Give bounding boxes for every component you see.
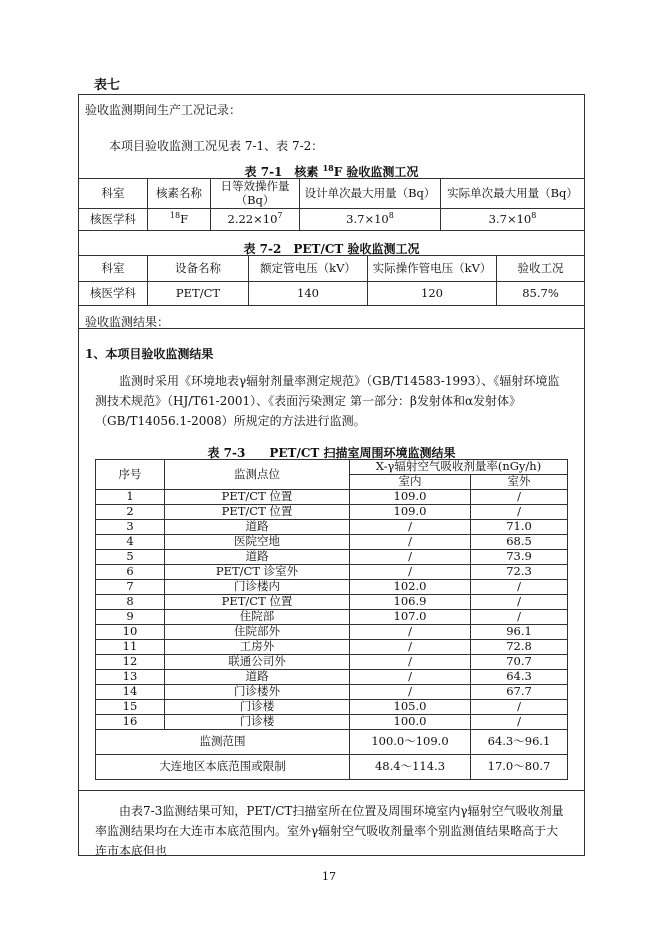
indoor-value: /	[350, 535, 471, 550]
paragraph-2: 由表7-3监测结果可知，PET/CT扫描室所在位置及周围环境室内γ辐射空气吸收剂量率监测结果均在大连市本底范围内。室外γ辐射空气吸收剂量率个别监测值结果略高于大连市本底但也	[95, 804, 564, 858]
table71-header: 设计单次最大用量（Bq）	[300, 179, 441, 209]
table72-header: 额定管电压（kV）	[249, 256, 368, 282]
table72-cell: 120	[368, 282, 497, 306]
table72-cell: 核医学科	[79, 282, 148, 306]
table-row	[96, 490, 568, 505]
table-row	[96, 730, 568, 755]
outdoor-value: /	[471, 610, 568, 625]
background-indoor: 48.4～114.3	[350, 755, 471, 780]
monitoring-point: 门诊楼内	[165, 580, 350, 595]
outdoor-value: 96.1	[471, 625, 568, 640]
table-row	[96, 520, 568, 535]
table71-design: $3.7\times 10^8$	[300, 209, 441, 231]
table71-daily: $2.22\times 10^7$	[211, 209, 300, 231]
background-outdoor: 17.0～80.7	[471, 755, 568, 780]
monitoring-point: 道路	[165, 550, 350, 565]
range-label: 监测范围	[96, 730, 350, 755]
section-label: 表七	[94, 78, 121, 93]
row-number: 12	[96, 655, 165, 670]
table-row	[96, 715, 568, 730]
indoor-value: /	[350, 640, 471, 655]
table73-header-point: 监测点位	[165, 460, 350, 490]
table72-caption: 表 7-2 PET/CT 验收监测工况	[243, 242, 420, 256]
indoor-value: 102.0	[350, 580, 471, 595]
row-number: 13	[96, 670, 165, 685]
table73	[95, 459, 568, 780]
row-number: 11	[96, 640, 165, 655]
row-number: 4	[96, 535, 165, 550]
row-number: 7	[96, 580, 165, 595]
intro-text: 本项目验收监测工况见表 7-1、表 7-2：	[109, 139, 324, 153]
indoor-value: 100.0	[350, 715, 471, 730]
outdoor-value: 70.7	[471, 655, 568, 670]
table72-header: 科室	[79, 256, 148, 282]
table71-dept: 核医学科	[79, 209, 148, 231]
range-indoor: 100.0～109.0	[350, 730, 471, 755]
table72-cell: 85.7%	[497, 282, 585, 306]
indoor-value: /	[350, 685, 471, 700]
indoor-value: /	[350, 625, 471, 640]
background-label: 大连地区本底范围或限制	[96, 755, 350, 780]
range-outdoor: 64.3～96.1	[471, 730, 568, 755]
monitoring-point: PET/CT 位置	[165, 595, 350, 610]
indoor-value: 106.9	[350, 595, 471, 610]
monitoring-point: 住院部外	[165, 625, 350, 640]
outdoor-value: 68.5	[471, 535, 568, 550]
table-row	[96, 655, 568, 670]
indoor-value: /	[350, 655, 471, 670]
results-label: 验收监测结果：	[85, 315, 170, 329]
table-row	[96, 685, 568, 700]
table71	[78, 178, 585, 231]
table73-header-no: 序号	[96, 460, 165, 490]
outdoor-value: /	[471, 490, 568, 505]
table-row	[96, 535, 568, 550]
table73-header-rate: X-γ辐射空气吸收剂量率(nGy/h)	[350, 460, 568, 475]
table-row	[96, 670, 568, 685]
row-number: 2	[96, 505, 165, 520]
table-row	[96, 595, 568, 610]
monitoring-point: 门诊楼	[165, 715, 350, 730]
table-row	[79, 282, 585, 306]
outdoor-value: /	[471, 505, 568, 520]
monitoring-point: PET/CT 诊室外	[165, 565, 350, 580]
outdoor-value: 72.8	[471, 640, 568, 655]
monitoring-point: PET/CT 位置	[165, 505, 350, 520]
table-row	[96, 700, 568, 715]
row-number: 14	[96, 685, 165, 700]
table71-caption: 表 7-1 核素 $^{18}$F 验收监测工况	[244, 163, 419, 179]
table71-header: 科室	[79, 179, 148, 209]
indoor-value: 109.0	[350, 490, 471, 505]
outdoor-value: /	[471, 580, 568, 595]
indoor-value: /	[350, 550, 471, 565]
outdoor-value: 72.3	[471, 565, 568, 580]
monitoring-point: 道路	[165, 670, 350, 685]
table73-header-indoor: 室内	[350, 475, 471, 490]
table72	[78, 255, 585, 306]
outdoor-value: 64.3	[471, 670, 568, 685]
paragraph-1: 监测时采用《环境地表γ辐射剂量率测定规范》（GB/T14583-1993）、《辐射环境监测技术规范》（HJ/T61-2001）、《表面污染测定 第一部分：β发射体和α发射体》（GB/T14056.1-2008）所规定的方法进行监测。	[95, 374, 560, 428]
table-row	[96, 610, 568, 625]
table-row	[96, 505, 568, 520]
row-number: 3	[96, 520, 165, 535]
outdoor-value: 71.0	[471, 520, 568, 535]
outdoor-value: 67.7	[471, 685, 568, 700]
row-number: 16	[96, 715, 165, 730]
table71-header: 核素名称	[148, 179, 211, 209]
heading-1: 1、本项目验收监测结果	[85, 347, 214, 361]
row-number: 5	[96, 550, 165, 565]
table71-nuclide: $^{18}$F	[148, 209, 211, 231]
table72-cell: PET/CT	[148, 282, 249, 306]
monitoring-point: 联通公司外	[165, 655, 350, 670]
monitoring-point: 医院空地	[165, 535, 350, 550]
table71-header: 日等效操作量（Bq）	[211, 179, 300, 209]
table-row	[96, 625, 568, 640]
row-number: 10	[96, 625, 165, 640]
table72-header: 设备名称	[148, 256, 249, 282]
indoor-value: 109.0	[350, 505, 471, 520]
monitoring-point: 道路	[165, 520, 350, 535]
table72-header: 实际操作管电压（kV）	[368, 256, 497, 282]
table73-caption: 表 7-3 PET/CT 扫描室周围环境监测结果	[207, 446, 456, 460]
table-row	[96, 755, 568, 780]
row-number: 8	[96, 595, 165, 610]
outdoor-value: /	[471, 700, 568, 715]
row-number: 9	[96, 610, 165, 625]
indoor-value: 107.0	[350, 610, 471, 625]
monitoring-point: 门诊楼	[165, 700, 350, 715]
table72-header: 验收工况	[497, 256, 585, 282]
indoor-value: 105.0	[350, 700, 471, 715]
table-row	[96, 550, 568, 565]
monitoring-point: PET/CT 位置	[165, 490, 350, 505]
table-row	[96, 640, 568, 655]
outdoor-value: 73.9	[471, 550, 568, 565]
divider	[79, 328, 584, 329]
table71-header: 实际单次最大用量（Bq）	[441, 179, 585, 209]
indoor-value: /	[350, 520, 471, 535]
table-row	[96, 580, 568, 595]
row-number: 1	[96, 490, 165, 505]
indoor-value: /	[350, 670, 471, 685]
intro-label: 验收监测期间生产工况记录：	[85, 103, 242, 117]
monitoring-point: 门诊楼外	[165, 685, 350, 700]
report-frame	[78, 94, 585, 856]
monitoring-point: 住院部	[165, 610, 350, 625]
table73-header-outdoor: 室外	[471, 475, 568, 490]
indoor-value: /	[350, 565, 471, 580]
divider	[79, 790, 584, 791]
table-row	[96, 565, 568, 580]
monitoring-point: 工房外	[165, 640, 350, 655]
row-number: 6	[96, 565, 165, 580]
outdoor-value: /	[471, 595, 568, 610]
table-row	[79, 209, 585, 231]
row-number: 15	[96, 700, 165, 715]
outdoor-value: /	[471, 715, 568, 730]
table72-cell: 140	[249, 282, 368, 306]
table71-actual: $3.7\times 10^8$	[441, 209, 585, 231]
page-number: 17	[322, 870, 336, 883]
